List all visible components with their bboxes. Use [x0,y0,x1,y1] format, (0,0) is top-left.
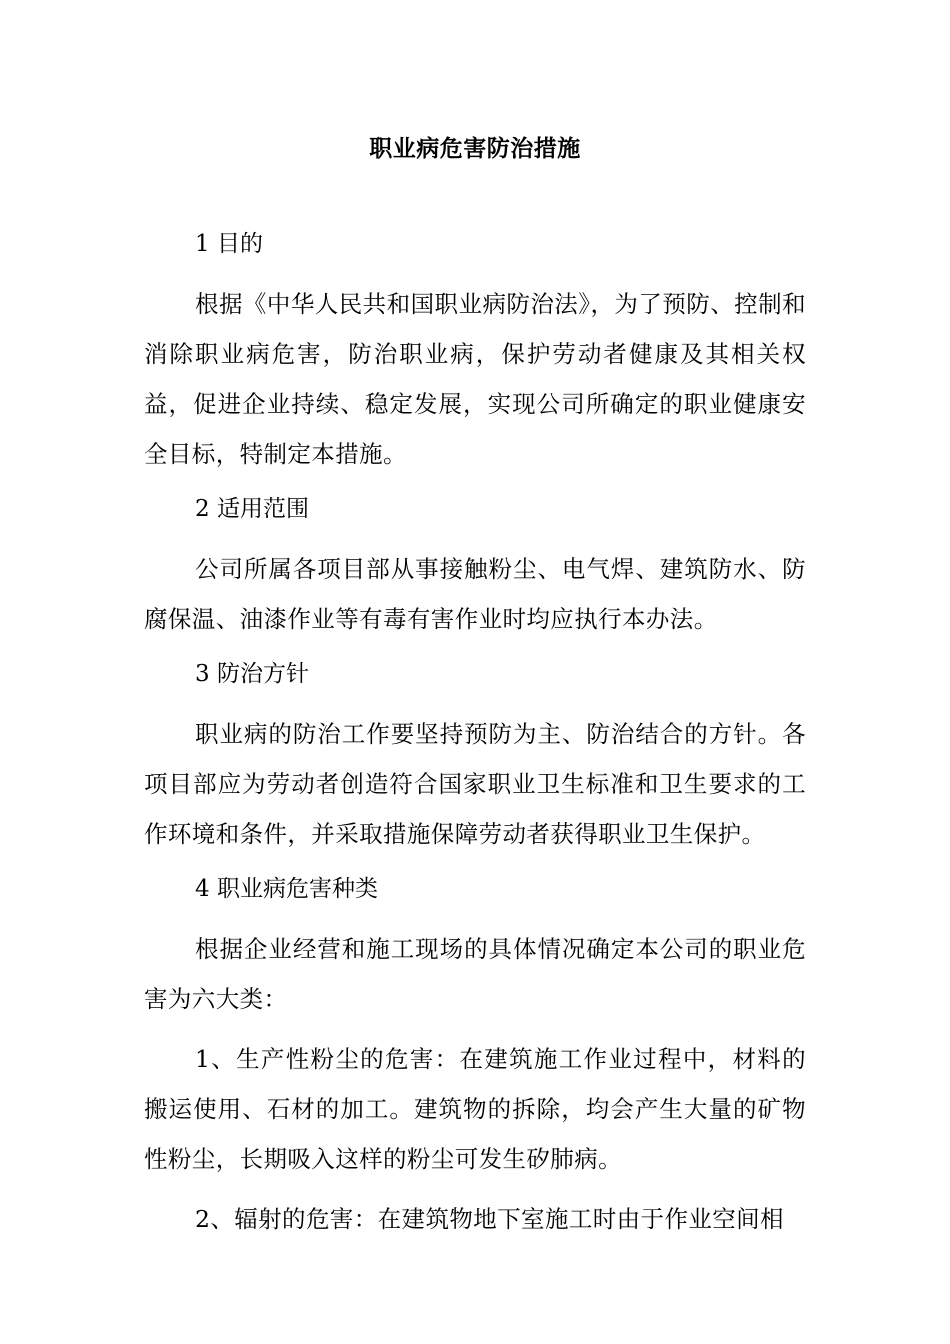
section-heading-hazard-types: 4 职业病危害种类 [195,876,378,902]
document-title: 职业病危害防治措施 [369,135,581,162]
section-heading-purpose: 1 目的 [195,231,263,257]
paragraph-policy: 职业病的防治工作要坚持预防为主、防治结合的方针。各项目部应为劳动者创造符合国家职业卫生标准和卫生要求的工作环境和条件，并采取措施保障劳动者获得职业卫生保护。 [144,720,806,848]
paragraph-purpose: 根据《中华人民共和国职业病防治法》，为了预防、控制和消除职业病危害，防治职业病，保护劳动者健康及其相关权益，促进企业持续、稳定发展，实现公司所确定的职业健康安全目标，特制定本措施。 [144,290,806,468]
paragraph-dust-hazard: 1、生产性粉尘的危害：在建筑施工作业过程中，材料的搬运使用、石材的加工。建筑物的拆除，均会产生大量的矿物性粉尘，长期吸入这样的粉尘可发生矽肺病。 [144,1045,806,1173]
paragraph-scope: 公司所属各项目部从事接触粉尘、电气焊、建筑防水、防腐保温、油漆作业等有毒有害作业时均应执行本办法。 [144,555,806,633]
section-heading-scope: 2 适用范围 [195,496,309,522]
paragraph-hazard-intro: 根据企业经营和施工现场的具体情况确定本公司的职业危害为六大类： [144,935,806,1013]
paragraph-radiation-hazard: 2、辐射的危害：在建筑物地下室施工时由于作业空间相 [195,1205,784,1233]
section-heading-policy: 3 防治方针 [195,661,309,687]
document-body [144,228,806,1258]
